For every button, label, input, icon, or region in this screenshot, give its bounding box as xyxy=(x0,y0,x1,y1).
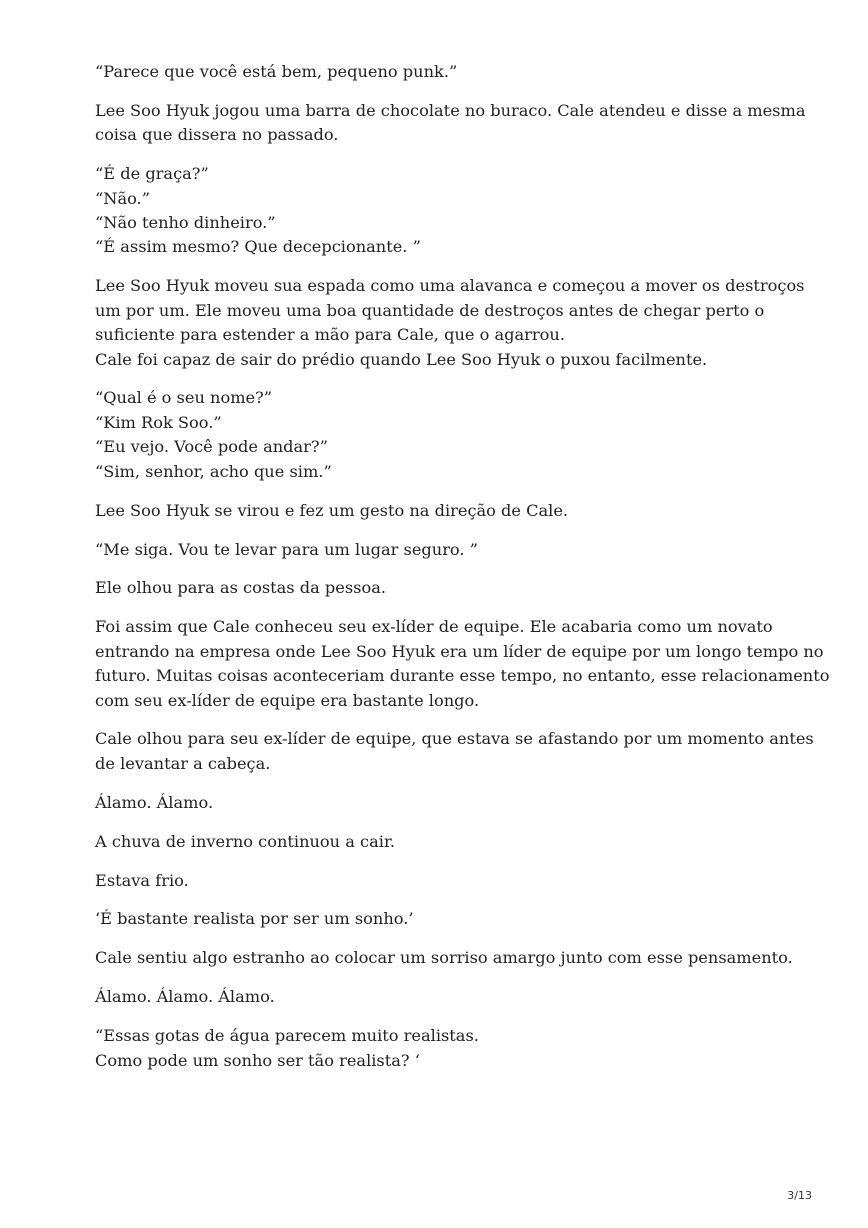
text-line: futuro. Muitas coisas aconteceriam durante esse tempo, no entanto, esse relacionamento xyxy=(95,666,830,686)
paragraph xyxy=(95,985,795,1009)
text-line: “Não.” xyxy=(95,188,150,208)
text-line: Álamo. Álamo. xyxy=(95,792,214,812)
paragraph xyxy=(95,576,795,600)
text-line: “Me siga. Vou te levar para um lugar seguro. ” xyxy=(95,539,478,559)
paragraph xyxy=(95,274,805,372)
page-number: 3/13 xyxy=(787,1189,812,1202)
paragraph xyxy=(95,869,795,893)
paragraph xyxy=(95,60,795,84)
text-line: um por um. Ele moveu uma boa quantidade de destroços antes de chegar perto o xyxy=(95,300,765,320)
text-line: Lee Soo Hyuk jogou uma barra de chocolate no buraco. Cale atendeu e disse a mesma xyxy=(95,100,806,120)
text-line: Lee Soo Hyuk se virou e fez um gesto na direção de Cale. xyxy=(95,500,569,520)
paragraph xyxy=(95,907,795,931)
text-line: entrando na empresa onde Lee Soo Hyuk era um líder de equipe por um longo tempo no xyxy=(95,641,824,661)
text-line: Cale foi capaz de sair do prédio quando Lee Soo Hyuk o puxou facilmente. xyxy=(95,349,708,369)
text-line: coisa que dissera no passado. xyxy=(95,125,339,145)
paragraph xyxy=(95,99,806,148)
paragraph xyxy=(95,538,795,562)
text-line: Estava frio. xyxy=(95,870,189,890)
paragraph xyxy=(95,1024,795,1073)
text-line: Ele olhou para as costas da pessoa. xyxy=(95,578,387,598)
paragraph xyxy=(95,946,795,970)
text-line: “Essas gotas de água parecem muito realistas. xyxy=(95,1026,479,1046)
text-line: de levantar a cabeça. xyxy=(95,753,271,773)
paragraph xyxy=(95,162,795,260)
paragraph xyxy=(95,830,795,854)
text-line: Álamo. Álamo. Álamo. xyxy=(95,987,275,1007)
paragraph xyxy=(95,499,795,523)
paragraph xyxy=(95,615,830,713)
text-line: “Sim, senhor, acho que sim.” xyxy=(95,461,332,481)
text-line: “Kim Rok Soo.” xyxy=(95,412,222,432)
text-line: Lee Soo Hyuk moveu sua espada como uma alavanca e começou a mover os destroços xyxy=(95,276,805,296)
text-line: com seu ex-líder de equipe era bastante longo. xyxy=(95,690,480,710)
text-line: Cale olhou para seu ex-líder de equipe, que estava se afastando por um momento antes xyxy=(95,729,814,749)
text-line: ‘É bastante realista por ser um sonho.’ xyxy=(95,909,414,929)
text-line: “Eu vejo. Você pode andar?” xyxy=(95,437,328,457)
paragraph xyxy=(95,386,795,484)
text-line: Como pode um sonho ser tão realista? ‘ xyxy=(95,1050,420,1070)
text-line: suficiente para estender a mão para Cale, que o agarrou. xyxy=(95,325,565,345)
document-body xyxy=(95,60,830,1088)
text-line: Foi assim que Cale conheceu seu ex-líder de equipe. Ele acabaria como um novato xyxy=(95,617,773,637)
text-line: “É de graça?” xyxy=(95,164,209,184)
paragraph xyxy=(95,791,795,815)
text-line: “Parece que você está bem, pequeno punk.” xyxy=(95,62,458,81)
text-line: “É assim mesmo? Que decepcionante. ” xyxy=(95,237,421,257)
text-line: “Qual é o seu nome?” xyxy=(95,388,273,408)
text-line: A chuva de inverno continuou a cair. xyxy=(95,831,396,851)
text-line: “Não tenho dinheiro.” xyxy=(95,213,276,233)
text-line: Cale sentiu algo estranho ao colocar um sorriso amargo junto com esse pensamento. xyxy=(95,948,793,968)
paragraph xyxy=(95,727,814,776)
